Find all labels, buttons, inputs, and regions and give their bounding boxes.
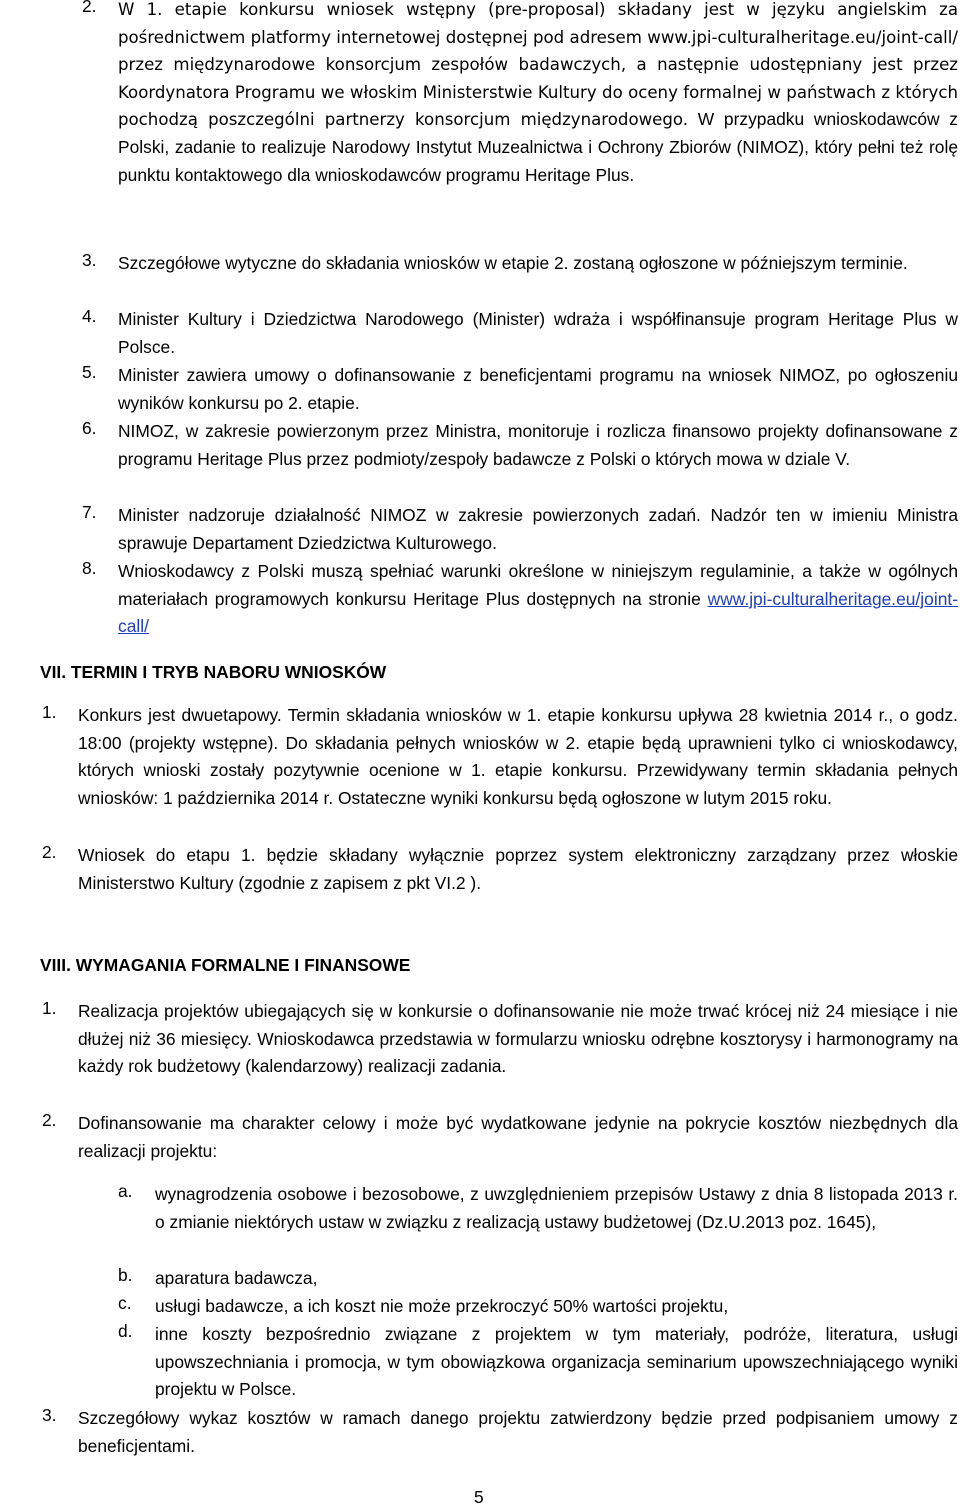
section-heading: VIII. WYMAGANIA FORMALNE I FINANSOWE	[40, 955, 411, 975]
list-item-text: Szczegółowe wytyczne do składania wniosków w etapie 2. zostaną ogłoszone w późniejszym terminie.	[118, 253, 908, 273]
list-item	[42, 842, 958, 897]
list-item-number: 5.	[82, 362, 97, 382]
list-item-number: 2.	[82, 0, 97, 16]
sub-list-item-letter: b.	[118, 1265, 133, 1285]
sub-list-item	[118, 1321, 958, 1404]
list-item	[42, 1110, 958, 1165]
sub-list-item	[118, 1181, 958, 1236]
sub-list-item-text: wynagrodzenia osobowe i bezosobowe, z uwzględnieniem przepisów Ustawy z dnia 8 listopada 2013 r. o zmianie niektórych ustaw w związku z realizacją ustawy budżetowej (Dz.U.2013 poz. 1645),	[155, 1184, 958, 1232]
list-item-number: 4.	[82, 306, 97, 326]
list-item-number: 2.	[42, 842, 57, 862]
list-item	[82, 418, 958, 473]
list-item-number: 2.	[42, 1110, 57, 1130]
sub-list-item-text: usługi badawcze, a ich koszt nie może przekroczyć 50% wartości projektu,	[155, 1296, 729, 1316]
section-heading: VII. TERMIN I TRYB NABORU WNIOSKÓW	[40, 662, 387, 682]
list-item	[82, 0, 958, 189]
list-item-number: 7.	[82, 502, 97, 522]
list-item	[82, 558, 958, 641]
list-item-text: Realizacja projektów ubiegających się w konkursie o dofinansowanie nie może trwać krócej niż 24 miesiące i nie dłużej niż 36 miesięcy. Wnioskodawca przedstawia w formularzu wniosku odrębne kosztorysy i harmonogramy na każdy rok budżetowy (kalendarzowy) realizacji zadania.	[78, 1001, 958, 1077]
list-item-text: Konkurs jest dwuetapowy. Termin składania wniosków w 1. etapie konkursu upływa 28 kwietnia 2014 r., o godz. 18:00 (projekty wstępne). Do składania pełnych wniosków w 2. etapie będą uprawnieni tylko ci wnioskodawcy, których wnioski zostały pozytywnie ocenione w 1. etapie konkursu. Przewidywany termin składania pełnych wniosków: 1 października 2014 r. Ostateczne wyniki konkursu będą ogłoszone w lutym 2015 roku.	[78, 705, 958, 808]
sub-list-item-letter: a.	[118, 1181, 133, 1201]
page-number: 5	[474, 1487, 484, 1507]
list-item-text: Wnioskodawcy z Polski muszą spełniać warunki określone w niniejszym regulaminie, a także w ogólnych materiałach programowych konkursu Heritage Plus dostępnych na stronie	[118, 561, 958, 609]
list-item-text: Szczegółowy wykaz kosztów w ramach danego projektu zatwierdzony będzie przed podpisaniem umowy z beneficjentami.	[78, 1408, 958, 1456]
list-item-text: Minister zawiera umowy o dofinansowanie z beneficjentami programu na wniosek NIMOZ, po ogłoszeniu wyników konkursu po 2. etapie.	[118, 365, 958, 413]
list-item-text: W 1. etapie konkursu wniosek wstępny (pre-proposal) składany jest w języku angielskim za pośrednictwem platformy internetowej dostępnej pod adresem www.jpi-culturalheritage.eu/joint-call/ przez międzynarodowe konsorcjum zespołów badawczych, a następnie udostępniany jest przez Koordynatora Programu we włoskim Ministerstwie Kultury do oceny formalnej w państwach z których pochodzą poszczególni partnerzy konsorcjum międzynarodowego.	[118, 0, 958, 130]
list-item	[42, 1405, 958, 1460]
list-item-text: NIMOZ, w zakresie powierzonym przez Ministra, monitoruje i rozlicza finansowo projekty dofinansowane z programu Heritage Plus przez podmioty/zespoły badawcze z Polski o których mowa w dziale V.	[118, 421, 958, 469]
sub-list-item	[118, 1265, 958, 1293]
list-item-text: W przypadku wnioskodawców z Polski, zadanie to realizuje Narodowy Instytut Muzealnictwa i Ochrony Zbiorów (NIMOZ), który pełni też rolę punktu kontaktowego dla wnioskodawców programu Heritage Plus.	[118, 109, 958, 185]
list-item-text: Minister Kultury i Dziedzictwa Narodowego (Minister) wdraża i współfinansuje program Heritage Plus w Polsce.	[118, 309, 958, 357]
list-item-number: 3.	[82, 250, 97, 270]
list-item-text: Wniosek do etapu 1. będzie składany wyłącznie poprzez system elektroniczny zarządzany przez włoskie Ministerstwo Kultury (zgodnie z zapisem z pkt VI.2 ).	[78, 845, 958, 893]
list-item	[82, 362, 958, 417]
joint-call-link[interactable]: www.jpi-culturalheritage.eu/joint-call/	[118, 588, 958, 637]
sub-list-item-text: inne koszty bezpośrednio związane z projektem w tym materiały, podróże, literatura, usługi upowszechniania i promocja, w tym obowiązkowa organizacja seminarium upowszechniającego wyniki projektu w Polsce.	[155, 1324, 958, 1400]
list-item	[42, 998, 958, 1081]
sub-list-item-letter: d.	[118, 1321, 133, 1341]
list-item-number: 8.	[82, 558, 97, 578]
list-item	[82, 250, 958, 278]
list-item-number: 3.	[42, 1405, 57, 1425]
sub-list-item	[118, 1293, 958, 1321]
sub-list-item-letter: c.	[118, 1293, 132, 1313]
list-item-number: 1.	[42, 998, 57, 1018]
list-item-text: Minister nadzoruje działalność NIMOZ w zakresie powierzonych zadań. Nadzór ten w imieniu Ministra sprawuje Departament Dziedzictwa Kulturowego.	[118, 505, 958, 553]
list-item-text: Dofinansowanie ma charakter celowy i może być wydatkowane jedynie na pokrycie kosztów niezbędnych dla realizacji projektu:	[78, 1113, 958, 1161]
list-item	[42, 702, 958, 812]
list-item	[82, 306, 958, 361]
list-item-number: 1.	[42, 702, 57, 722]
list-item	[82, 502, 958, 557]
sub-list-item-text: aparatura badawcza,	[155, 1268, 318, 1288]
list-item-number: 6.	[82, 418, 97, 438]
